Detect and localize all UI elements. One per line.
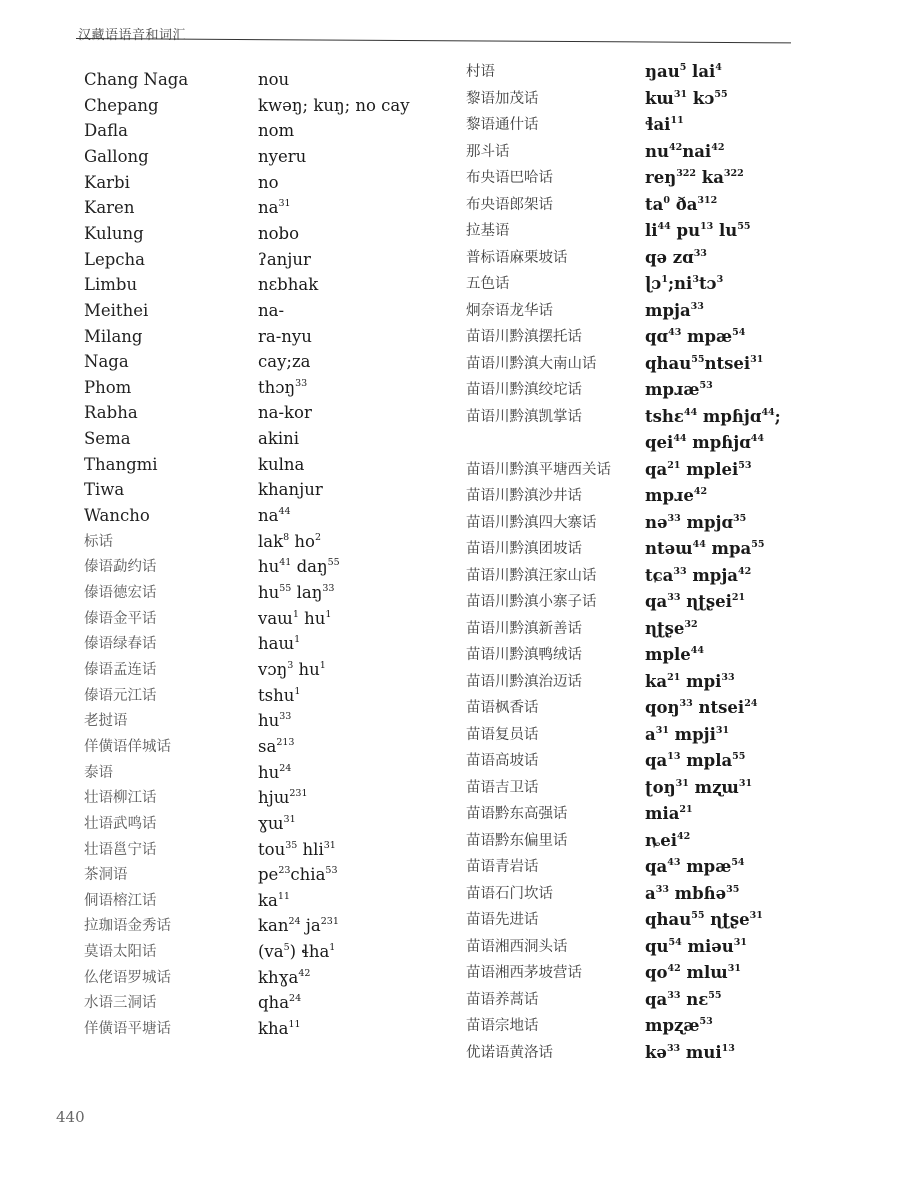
language-name: 壮语柳江话	[84, 790, 157, 807]
word-form: qei$^{44}$ mpɦjɑ$^{44}$	[645, 433, 765, 452]
word-form: mpɹe$^{42}$	[645, 486, 708, 505]
word-form: qə zɑ$^{33}$	[645, 247, 707, 267]
language-name: 布央语郎架话	[466, 196, 553, 213]
word-form: no	[258, 172, 279, 192]
word-form: qhau$^{55}$ntsei$^{31}$	[645, 353, 764, 373]
word-form: mpʐæ$^{53}$	[645, 1016, 713, 1035]
word-form: ʈoŋ$^{31}$ mʐɯ$^{31}$	[645, 777, 753, 797]
word-form: mpɹæ$^{53}$	[645, 380, 713, 399]
language-name: Thangmi	[84, 454, 158, 474]
language-name: 苗语川黔滇治迈话	[466, 673, 582, 690]
language-name: 佯僙语平塘话	[84, 1021, 171, 1038]
word-form: na-	[258, 300, 285, 320]
language-name: Naga	[84, 352, 129, 372]
language-name: 黎语通什话	[466, 117, 539, 133]
language-name: 苗语黔东偏里话	[466, 832, 568, 849]
language-name: 侗语榕江话	[84, 892, 157, 909]
language-name: 苗语养蒿话	[466, 991, 539, 1008]
word-form: hjɯ$^{231}$	[258, 788, 308, 808]
word-form: ɬai$^{11}$	[645, 115, 684, 134]
word-form: nou	[258, 70, 290, 89]
language-name: Wancho	[84, 506, 150, 526]
word-form: $na^{44}$	[258, 506, 291, 526]
word-form: na-kor	[258, 403, 312, 423]
word-form: $qa^{33}$ nɛ$^{55}$	[645, 989, 722, 1009]
word-form: nom	[258, 121, 295, 141]
word-form: mia$^{21}$	[645, 804, 693, 823]
word-form: mple$^{44}$	[645, 645, 704, 664]
language-name: 茶洞语	[84, 867, 128, 884]
language-name: 苗语川黔滇小寨子话	[466, 594, 597, 610]
language-name: 水语三洞话	[84, 995, 157, 1012]
word-form: ra-nyu	[258, 326, 312, 346]
language-name: 苗语川黔滇沙井话	[466, 488, 582, 504]
language-name: 普标语麻栗坡话	[466, 249, 568, 266]
language-name: 傣语金平话	[84, 610, 157, 627]
word-form: ȵei$^{42}$	[645, 830, 691, 850]
word-form: $pe^{23}chia^{53}$	[258, 865, 338, 885]
word-form: kulna	[258, 454, 305, 474]
language-name: Chepang	[84, 95, 159, 115]
language-name: Rabha	[84, 403, 138, 423]
word-form: $a^{33}$ mbɦə$^{35}$	[645, 883, 740, 903]
word-form: $qu^{54}$ miəu$^{31}$	[645, 936, 747, 956]
word-form: vaɯ$^1$ $hu^1$	[258, 608, 332, 628]
language-name: Phom	[84, 377, 132, 397]
language-name: Milang	[84, 326, 143, 346]
word-form: nə$^{33}$ mpjɑ$^{35}$	[645, 512, 747, 532]
word-form: cay;za	[258, 352, 311, 372]
word-form: ʔanjur	[258, 249, 311, 269]
language-name: 五色话	[466, 276, 510, 292]
language-name: 苗语川黔滇鸭绒话	[466, 647, 582, 663]
language-name: Tiwa	[84, 480, 125, 500]
language-name: 傣语德宏话	[84, 585, 157, 601]
language-name: 苗语川黔滇四大寨话	[466, 514, 597, 531]
language-name: 苗语川黔滇团坡话	[466, 541, 582, 557]
word-form: akini	[258, 429, 300, 449]
word-form: $nu^{42}nai^{42}$	[645, 141, 725, 161]
word-form: ɣɯ$^{31}$	[258, 813, 296, 833]
language-name: Limbu	[84, 275, 138, 295]
word-form: $qa^{21}$ mplei$^{53}$	[645, 459, 752, 479]
language-name: 傣语勐约话	[84, 559, 157, 576]
word-form: $qo^{42}$ mlɯ$^{31}$	[645, 963, 741, 982]
language-name: Kulung	[84, 223, 144, 243]
word-form: kə$^{33}$ mui$^{13}$	[645, 1042, 735, 1062]
language-name: 莫语太阳话	[84, 944, 157, 961]
language-name: 苗语川黔滇摆托话	[466, 329, 582, 345]
word-form: $qa^{43}$ mpæ$^{54}$	[645, 857, 745, 876]
language-name: 傣语绿春话	[84, 636, 157, 653]
word-form: $hu^{41}$ daŋ$^{55}$	[258, 557, 340, 577]
language-name: 优诺语黄洛话	[466, 1044, 553, 1061]
word-form: tshɛ$^{44}$ mpɦjɑ$^{44}$;	[645, 406, 781, 426]
word-form: qɑ$^{43}$ mpæ$^{54}$	[645, 327, 746, 346]
word-form: $ka^{11}$	[258, 890, 290, 910]
word-form: $a^{31}$ mpji$^{31}$	[645, 724, 730, 744]
word-form: ɳʈʂe$^{32}$	[645, 618, 698, 638]
language-name: 拉珈语金秀话	[84, 918, 171, 935]
language-name: 苗语湘西茅坡营话	[466, 965, 582, 981]
language-name: Chang Naga	[84, 70, 189, 89]
language-name: 苗语川黔滇凯掌话	[466, 408, 582, 425]
word-form: qhau$^{55}$ ɳʈʂe$^{31}$	[645, 910, 763, 929]
word-form: tɕa$^{33}$ mpja$^{42}$	[645, 565, 752, 585]
language-name: Karbi	[84, 172, 130, 192]
language-name: Karen	[84, 198, 135, 218]
language-name: 苗语湘西洞头话	[466, 938, 568, 955]
language-name: 苗语川黔滇绞坨话	[466, 382, 582, 398]
word-form: khanjur	[258, 480, 323, 500]
word-form: haɯ$^1$	[258, 634, 301, 654]
language-name: Dafla	[84, 121, 128, 141]
word-form: $ka^{21}$ mpi$^{33}$	[645, 671, 735, 691]
page-number: 440	[56, 1108, 85, 1126]
language-name: 老挝语	[84, 713, 128, 730]
word-form: kɯ$^{31}$ kɔ$^{55}$	[645, 88, 728, 108]
language-name: Sema	[84, 429, 131, 449]
word-form: nyeru	[258, 146, 307, 166]
language-name: 苗语高坡话	[466, 753, 539, 769]
word-form: vɔŋ$^3$ $hu^1$	[258, 659, 326, 679]
word-form: $hu^{55}$ laŋ$^{33}$	[258, 583, 335, 602]
running-header: 汉藏语语音和词汇	[78, 28, 187, 43]
language-name: 拉基语	[466, 223, 510, 239]
language-name: 苗语川黔滇汪家山话	[466, 567, 597, 584]
language-name: 苗语黔东高强话	[466, 806, 568, 822]
word-form: tshu$^1$	[258, 685, 301, 705]
word-form: ntəɯ$^{44}$ mpa$^{55}$	[645, 539, 765, 558]
language-name: Lepcha	[84, 249, 145, 269]
language-name: 村语	[466, 64, 495, 80]
language-name: 标话	[84, 533, 113, 550]
word-form: $hu^{24}$	[258, 762, 292, 782]
language-name: 壮语邕宁话	[84, 841, 157, 858]
word-form: $sa^{213}$	[258, 736, 295, 756]
word-form: tou$^{35}$ hli$^{31}$	[258, 839, 336, 859]
word-form: nobo	[258, 223, 300, 243]
word-form: $ta^0$ $ða^{312}$	[645, 194, 718, 214]
word-form: qha$^{24}$	[258, 993, 302, 1013]
language-name: 壮语武鸣话	[84, 815, 157, 832]
language-name: Meithei	[84, 300, 149, 320]
language-name: 那斗话	[466, 143, 510, 160]
word-form: $(va^5)$ ɬha$^1$	[258, 942, 336, 962]
language-name: 泰语	[84, 764, 113, 781]
word-form: kan$^{24}$ $ja^{231}$	[258, 916, 339, 936]
language-name: 苗语复员话	[466, 726, 539, 743]
language-name: 苗语青岩话	[466, 859, 539, 875]
word-form: ŋau$^5$ lai$^4$	[645, 62, 722, 81]
word-form: $na^{31}$	[258, 198, 291, 218]
language-name: 炯奈语龙华话	[466, 302, 553, 319]
word-form: lak$^8$ $ho^2$	[258, 531, 322, 551]
language-name: 佯僙语佯城话	[84, 738, 171, 755]
word-form: $ɭɔ^1;ni^3tɔ^3$	[645, 274, 724, 293]
language-name: 苗语石门坎话	[466, 885, 553, 902]
language-name: 布央语巴哈话	[466, 170, 553, 186]
language-name: 苗语川黔滇平塘西关话	[466, 461, 611, 478]
word-form: $li^{44}$ $pu^{13}$ $lu^{55}$	[645, 221, 751, 240]
word-form: kwəŋ; kuŋ; no cay	[258, 95, 410, 115]
language-name: 苗语枫香话	[466, 700, 539, 716]
word-form: khɣa$^{42}$	[258, 967, 311, 987]
language-name: 苗语吉卫话	[466, 779, 539, 796]
language-name: 黎语加茂话	[466, 90, 539, 107]
word-form: $qa^{13}$ mpla$^{55}$	[645, 751, 746, 770]
language-name: 苗语川黔滇新善话	[466, 620, 582, 637]
word-form: $hu^{33}$	[258, 711, 292, 731]
language-name: 苗语川黔滇大南山话	[466, 355, 597, 372]
word-form: nɛbhak	[258, 275, 319, 295]
word-form: qoŋ$^{33}$ ntsei$^{24}$	[645, 698, 758, 717]
language-name: 苗语先进话	[466, 912, 539, 928]
word-form: reŋ$^{322}$ $ka^{322}$	[645, 168, 744, 187]
language-name: 仫佬语罗城话	[84, 969, 171, 986]
language-name: 傣语孟连话	[84, 661, 157, 678]
word-form: $qa^{33}$ ɳʈʂei$^{21}$	[645, 592, 746, 611]
language-name: 苗语宗地话	[466, 1018, 539, 1034]
word-form: kha$^{11}$	[258, 1019, 301, 1039]
language-name: Gallong	[84, 146, 149, 166]
word-form: mpja$^{33}$	[645, 300, 704, 320]
word-form: thɔŋ$^{33}$	[258, 377, 308, 397]
language-name: 傣语元江话	[84, 687, 157, 704]
